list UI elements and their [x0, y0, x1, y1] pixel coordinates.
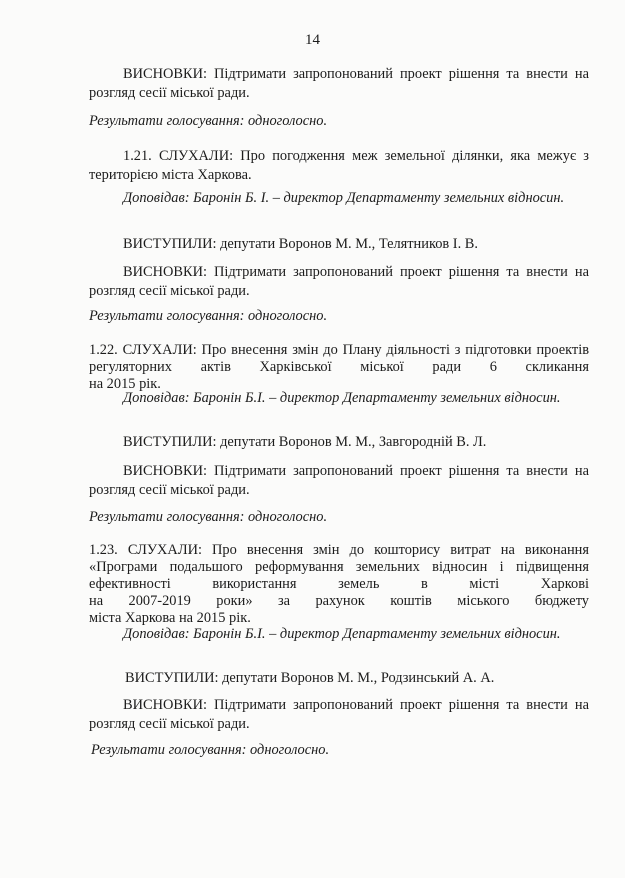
speaker-line: Доповідав: Баронін Б.І. – директор Департаменту земельних відносин.: [123, 390, 561, 406]
speaker-line: Доповідав: Баронін Б.І. – директор Департаменту земельних відносин.: [123, 626, 561, 642]
paragraph-line: ВИСНОВКИ: Підтримати запропонований проект рішення та внести на: [123, 264, 589, 280]
page-number: 14: [305, 32, 320, 48]
paragraph-line: міста Харкова на 2015 рік.: [89, 610, 251, 626]
voting-results: Результати голосування: одноголосно.: [89, 308, 328, 324]
paragraph-line: розгляд сесії міської ради.: [89, 716, 250, 732]
speakers-statement: ВИСТУПИЛИ: депутати Воронов М. М., Родзинський А. А.: [125, 670, 495, 686]
paragraph-line: «Програми подальшого реформування земельних відносин і підвищення: [89, 559, 589, 575]
paragraph-line: на 2015 рік.: [89, 376, 161, 392]
conclusions-paragraph: [89, 263, 589, 301]
paragraph-line: розгляд сесії міської ради.: [89, 482, 250, 498]
speakers-statement: ВИСТУПИЛИ: депутати Воронов М. М., Телятников І. В.: [123, 236, 478, 252]
speaker-line: Доповідав: Баронін Б. І. – директор Департаменту земельних відносин.: [123, 190, 565, 206]
agenda-item-1-21: [89, 147, 589, 185]
paragraph-line: 1.22. СЛУХАЛИ: Про внесення змін до Плану діяльності з підготовки проектів: [89, 342, 589, 358]
conclusions-paragraph: [89, 462, 589, 500]
voting-results: Результати голосування: одноголосно.: [91, 742, 330, 758]
paragraph-line: регуляторних актів Харківської міської ради 6 скликання: [89, 359, 589, 375]
agenda-item-1-22: [89, 341, 589, 394]
speakers-statement: ВИСТУПИЛИ: депутати Воронов М. М., Завгородній В. Л.: [123, 434, 487, 450]
paragraph-line: розгляд сесії міської ради.: [89, 85, 250, 101]
conclusions-paragraph: [89, 696, 589, 734]
voting-results: Результати голосування: одноголосно.: [89, 509, 328, 525]
paragraph-line: ВИСНОВКИ: Підтримати запропонований проект рішення та внести на: [123, 66, 589, 82]
paragraph-line: ВИСНОВКИ: Підтримати запропонований проект рішення та внести на: [123, 697, 589, 713]
conclusions-paragraph: [89, 65, 589, 103]
paragraph-line: територією міста Харкова.: [89, 167, 252, 183]
voting-results: Результати голосування: одноголосно.: [89, 113, 328, 129]
agenda-item-1-23: [89, 541, 589, 628]
paragraph-line: 1.23. СЛУХАЛИ: Про внесення змін до кошторису витрат на виконання: [89, 542, 589, 558]
paragraph-line: 1.21. СЛУХАЛИ: Про погодження меж земельної ділянки, яка межує з: [123, 148, 589, 164]
paragraph-line: ВИСНОВКИ: Підтримати запропонований проект рішення та внести на: [123, 463, 589, 479]
paragraph-line: ефективності використання земель в місті Харкові: [89, 576, 589, 592]
paragraph-line: на 2007-2019 роки» за рахунок коштів міського бюджету: [89, 593, 589, 609]
paragraph-line: розгляд сесії міської ради.: [89, 283, 250, 299]
